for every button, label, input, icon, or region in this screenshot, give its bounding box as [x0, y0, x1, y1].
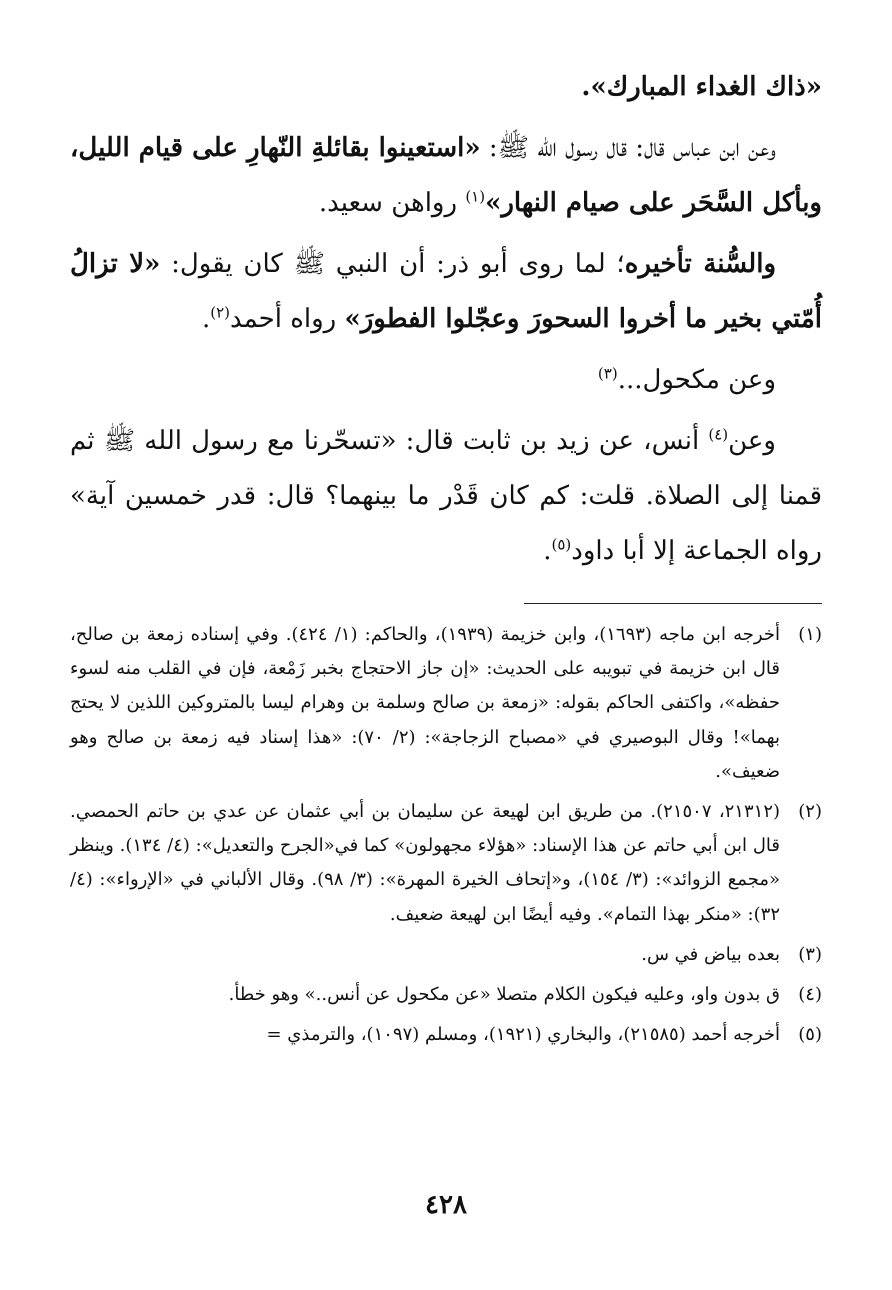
- footnote-4: [70, 978, 822, 1012]
- footnotes: [70, 618, 822, 1058]
- paragraph-5: [70, 414, 822, 579]
- footnote-divider: [524, 603, 822, 604]
- footnote-ref-1[interactable]: (١): [465, 187, 486, 206]
- punctuation: .: [201, 304, 211, 334]
- footnote-text: (٢١٣١٢، ٢١٥٠٧). من طريق ابن لهيعة عن سليمان بن أبي عثمان عن عدي بن حاتم الحمصي. قال ابن أبي حاتم عن هذا الإسناد: «هؤلاء مجهولون» كما في«الجرح والتعديل»: (٤/ ١٣٤). وينظر «مجمع الزوائد»: (٣/ ١٥٤)، و«إتحاف الخيرة المهرة»: (٣/ ٩٨). وقال الألباني في «الإرواء»: (٤/ ٣٢): «منكر بهذا التمام». وفيه أيضًا ابن لهيعة ضعيف.: [70, 801, 781, 925]
- footnote-ref-5[interactable]: (٥): [551, 535, 572, 554]
- paragraph-3: [70, 237, 822, 347]
- footnote-ref-2[interactable]: (٢): [210, 303, 230, 322]
- punctuation: .: [543, 536, 552, 566]
- footnote-5: [70, 1018, 822, 1052]
- footnote-text: أخرجه أحمد (٢١٥٨٥)، والبخاري (١٩٢١)، ومسلم (١٠٩٧)، والترمذي =: [266, 1024, 780, 1046]
- narration-text: وعن: [728, 426, 776, 456]
- footnote-3: [70, 938, 822, 972]
- main-text: [70, 60, 822, 585]
- narration-body: أنس، عن زيد بن ثابت قال: «تسحّرنا مع رسول الله ﷺ ثم قمنا إلى الصلاة. قلت: كم كان قَدْر ما بينهما؟ قال: قدر خمسين آية» رواه الجماعة إلا أبا داود: [70, 426, 822, 566]
- narration-text: وعن ابن عباس قال: قال رسول الله ﷺ:: [480, 133, 776, 163]
- footnote-ref-4[interactable]: (٤): [708, 425, 729, 444]
- footnote-2: [70, 795, 822, 932]
- narration-text: وعن مكحول...: [617, 365, 776, 395]
- footnote-number: (١): [798, 624, 822, 645]
- page-number: ٤٢٨: [425, 1190, 467, 1220]
- footnote-number: (٤): [798, 984, 822, 1006]
- footnote-1: [70, 618, 822, 789]
- hadith-quote: «استعينوا بقائلةِ النّهارِ على قيام الليل، وبأكل السَّحَر على صيام النهار»: [70, 133, 822, 218]
- narration-tail: رواه أحمد: [229, 304, 345, 334]
- quote-text: «ذاك الغداء المبارك».: [581, 72, 822, 102]
- paragraph-4: [70, 353, 822, 408]
- paragraph-1: [70, 60, 822, 115]
- footnote-text: أخرجه ابن ماجه (١٦٩٣)، وابن خزيمة (١٩٣٩)، والحاكم: (١/ ٤٢٤). وفي إسناده زمعة بن صالح، قال ابن خزيمة في تبويبه على الحديث: «إن جاز الاحتجاج بخبر زَمْعة، فإن في القلب منه لسوء حفظه»، واكتفى الحاكم بقوله: «زمعة بن صالح وسلمة بن وهرام ليسا بالمتروكين اللذين لا يحتج بهما»! وقال البوصيري في «مصباح الزجاجة»: (٢/ ٧٠): «هذا إسناد فيه زمعة بن صالح وهو ضعيف».: [70, 624, 780, 782]
- hadith-quote: «لا تزالُ أُمّتي بخير ما أخروا السحورَ وعجّلوا الفطورَ»: [70, 249, 822, 334]
- footnote-text: ق بدون واو، وعليه فيكون الكلام متصلا «عن مكحول عن أنس..» وهو خطأ.: [228, 984, 780, 1006]
- footnote-number: (٥): [798, 1024, 822, 1046]
- narration-text: ؛ لما روى أبو ذر: أن النبي ﷺ كان يقول:: [160, 249, 625, 279]
- narration-tail: رواهن سعيد.: [318, 188, 466, 218]
- footnote-ref-3[interactable]: (٣): [597, 364, 618, 383]
- paragraph-2: [70, 121, 822, 231]
- footnote-number: (٢): [798, 801, 822, 823]
- section-heading: والسُّنة تأخيره: [624, 249, 777, 279]
- footnote-text: بعده بياض في س.: [641, 943, 780, 965]
- footnote-number: (٣): [798, 943, 822, 965]
